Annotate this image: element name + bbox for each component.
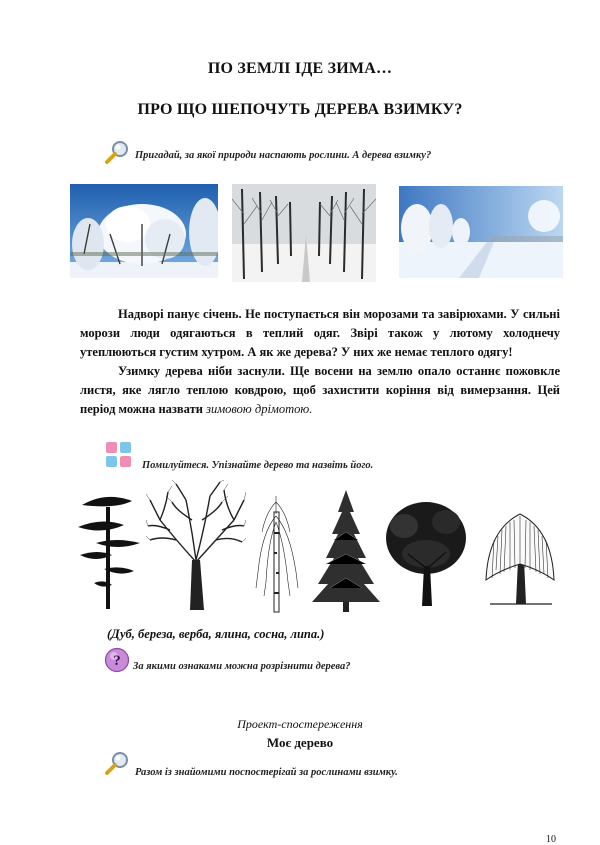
paragraph-text: Узимку дерева ніби заснули. Ще восени на землю опало останнє пожовкле листя, яке лягло теплою ковдрою, щоб захистити коріння від вимерзання. Цей період можна назвати xyxy=(80,364,560,416)
svg-text:?: ? xyxy=(113,653,121,669)
page-subtitle: ПРО ЩО ШЕПОЧУТЬ ДЕРЕВА ВЗИМКУ? xyxy=(137,101,463,118)
spruce-tree-image xyxy=(310,488,382,619)
snowy-tree-photo xyxy=(70,184,218,278)
snowy-alley-photo xyxy=(232,184,376,282)
project-label: Проект-спостереження xyxy=(237,717,363,731)
magnifier-icon xyxy=(104,140,130,169)
page-number: 10 xyxy=(546,834,556,845)
pine-tree-image xyxy=(76,487,142,616)
question-text: За якими ознаками можна розрізнити дерева? xyxy=(133,661,351,672)
project-title: Моє дерево xyxy=(266,735,334,750)
paragraph xyxy=(80,362,560,419)
snowy-field-photo xyxy=(399,186,563,278)
oak-tree-image xyxy=(146,480,246,619)
linden-tree-image xyxy=(384,498,468,613)
puzzle-icon xyxy=(104,440,134,475)
question-icon xyxy=(104,647,130,678)
task-instruction: Помилуйтеся. Упізнайте дерево та назвіть його. xyxy=(142,460,374,471)
paragraph: Надворі панує січень. Не поступається він морозами та завірюхами. У сильні морози люди одягаються в теплий одяг. Звірі також у лютому холоднечу утеплюються густим хутром. А як же дерева? У них же немає теплого одягу! xyxy=(80,307,560,359)
willow-tree-image xyxy=(480,500,558,613)
task-instruction: Разом із знайомими поспостерігай за рослинами взимку. xyxy=(135,767,398,778)
birch-tree-image xyxy=(252,492,302,619)
task-instruction: Пригадай, за якої природи наспають рослини. А дерева взимку? xyxy=(135,150,432,161)
page-title: ПО ЗЕМЛІ ІДЕ ЗИМА… xyxy=(207,60,393,77)
magnifier-icon xyxy=(104,751,130,780)
emphasis-text: зимовою дрімотою. xyxy=(206,402,313,416)
tree-names-answer: (Дуб, береза, верба, ялина, сосна, липа.) xyxy=(107,627,325,641)
